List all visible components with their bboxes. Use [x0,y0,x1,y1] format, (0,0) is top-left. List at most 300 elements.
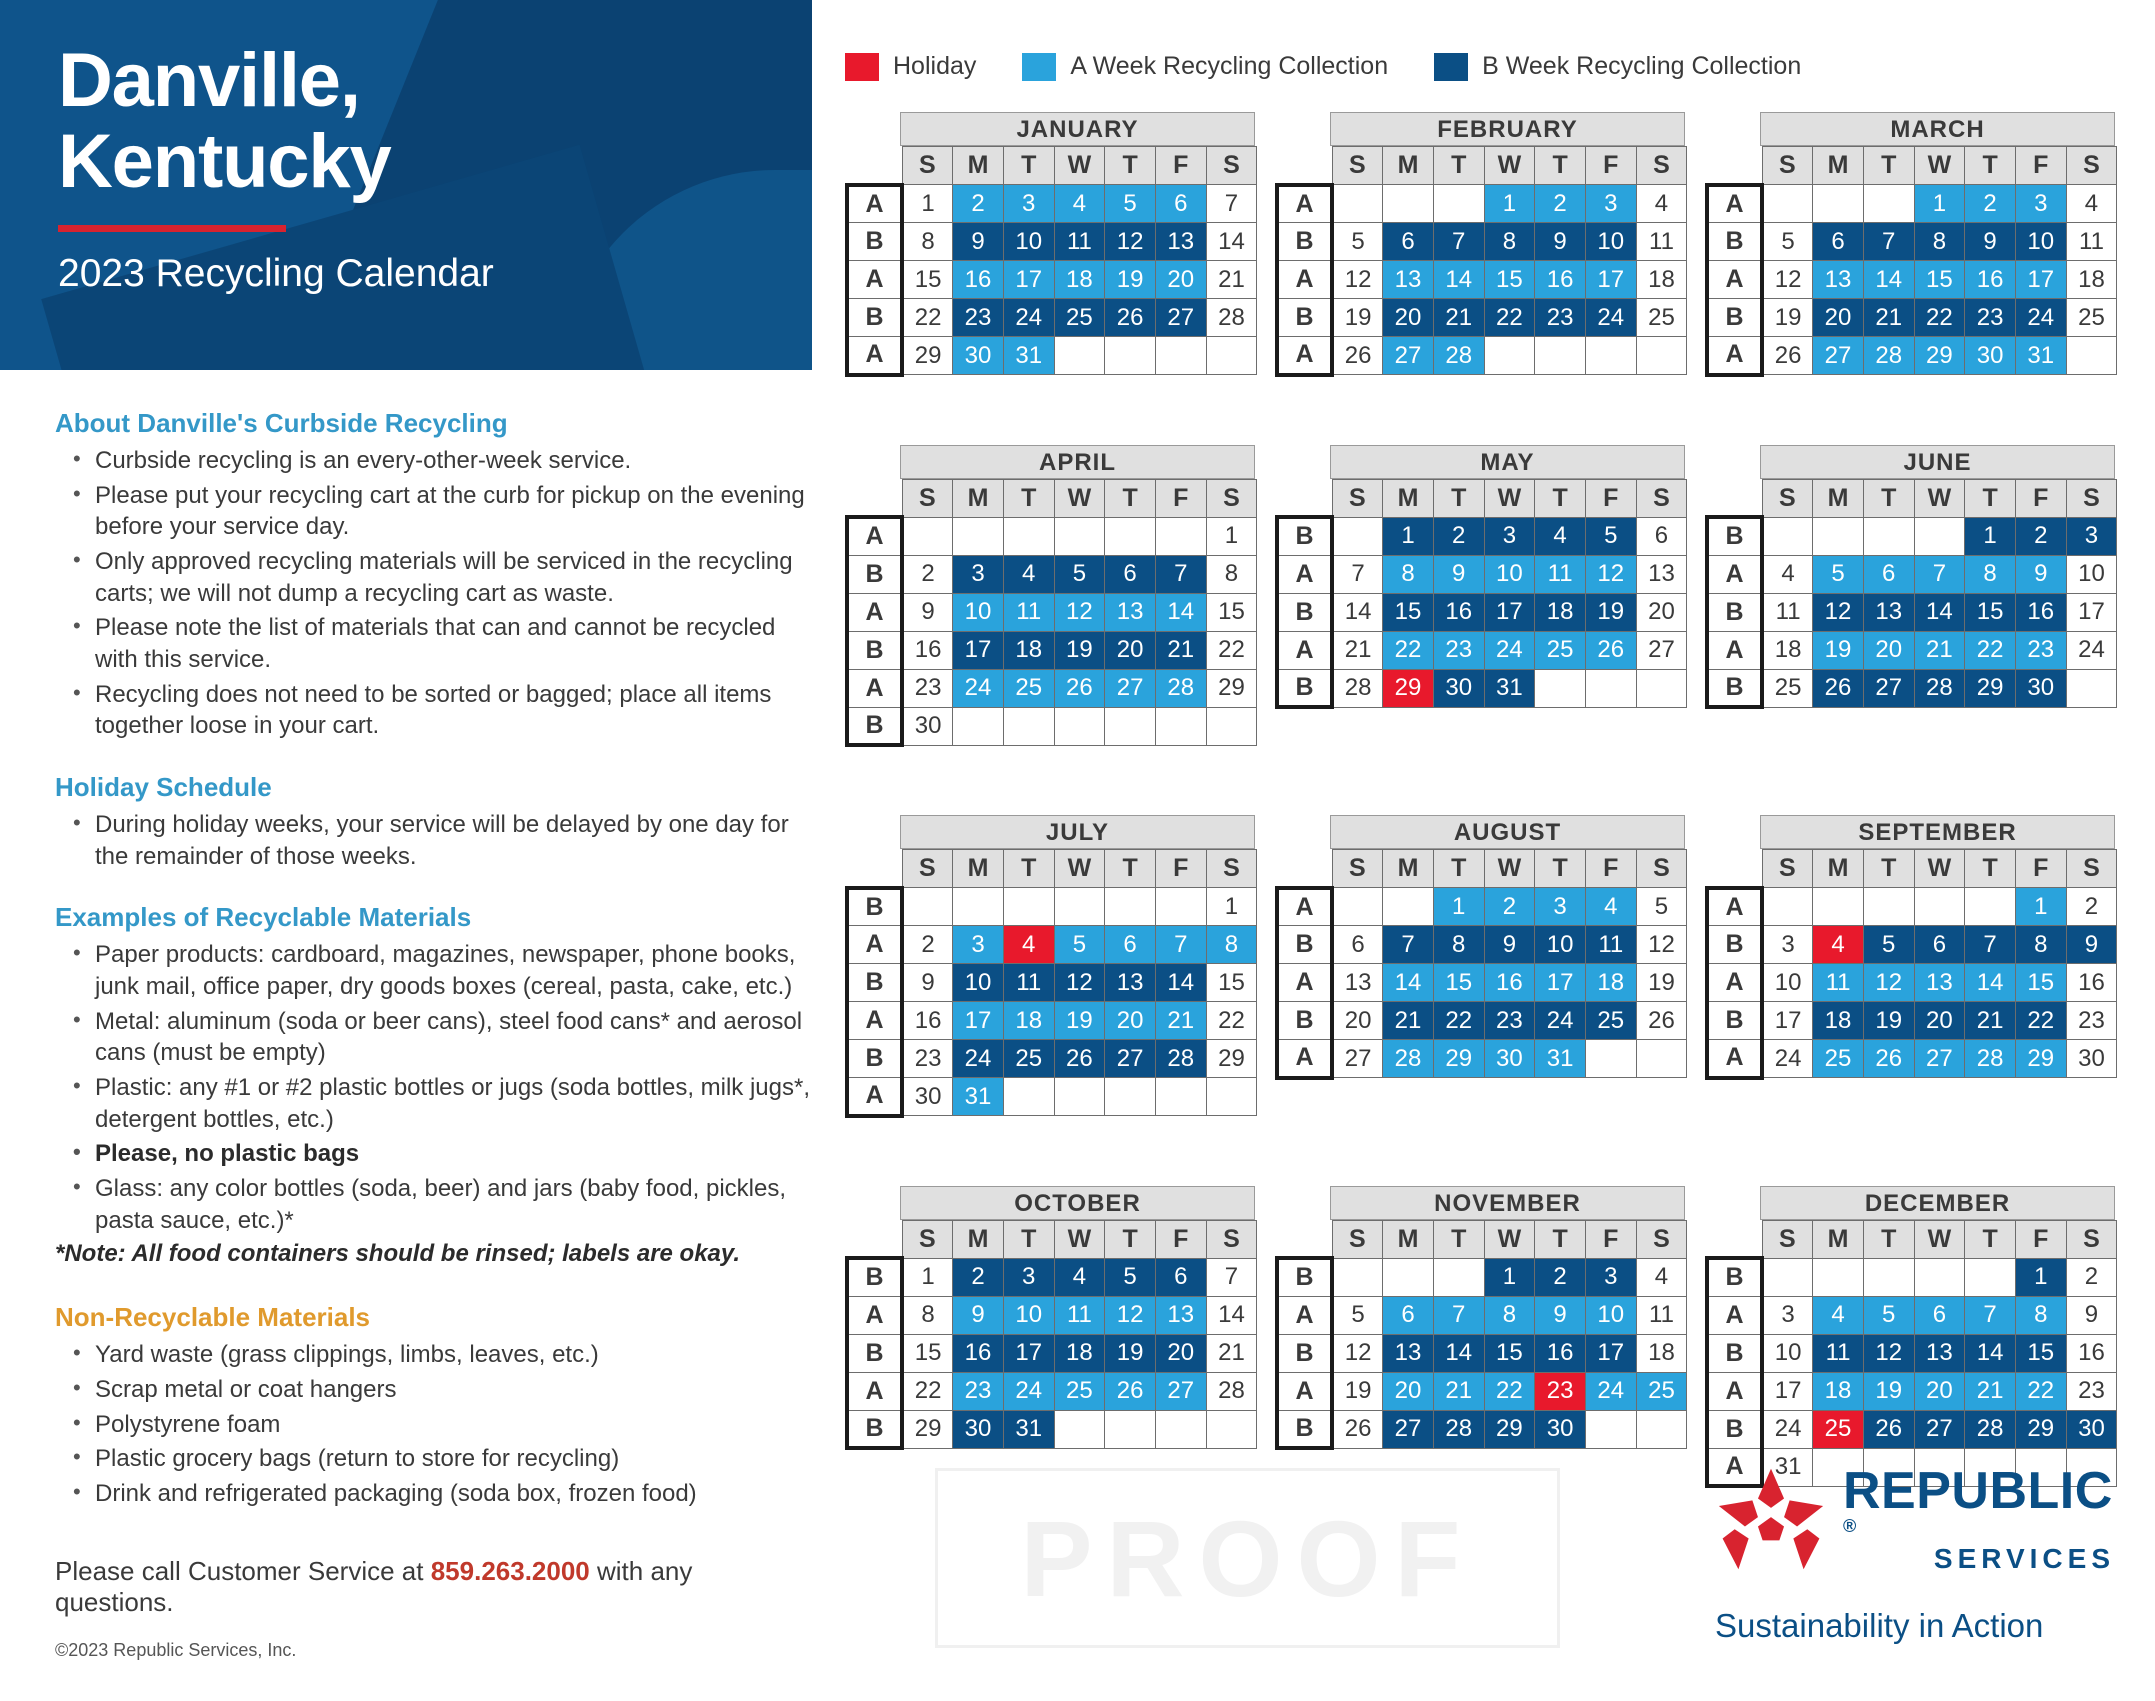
day-cell-b-week: 26 [1813,669,1864,707]
day-cell-empty [1054,517,1105,555]
dow-header: T [1433,1220,1484,1258]
day-cell-a-week: 29 [2015,1040,2066,1078]
table-row [1277,888,1687,926]
dow-header: S [1332,147,1383,185]
day-cell-a-week: 21 [1965,1372,2016,1410]
day-cell-b-week: 15 [1965,593,2016,631]
day-cell-holiday: 4 [1003,926,1054,964]
day-cell-b-week: 22 [1914,299,1965,337]
day-cell-b-week: 18 [1003,631,1054,669]
table-row [1277,185,1687,223]
day-cell-empty [1105,1410,1156,1448]
day-cell-b-week: 18 [1813,1002,1864,1040]
day-cell: 11 [1762,593,1813,631]
day-cell: 26 [1332,337,1383,375]
day-cell-a-week: 16 [1535,261,1586,299]
table-row [1277,299,1687,337]
week-label: A [847,593,902,631]
dow-header: T [1965,479,2016,517]
day-cell-a-week: 20 [1383,1372,1434,1410]
month-table [845,849,1257,1118]
day-cell-b-week: 16 [2015,593,2066,631]
day-cell: 2 [2066,888,2117,926]
day-cell-a-week: 17 [1585,261,1636,299]
day-cell-b-week: 19 [1585,593,1636,631]
day-cell: 14 [1206,1296,1257,1334]
list-item: • Paper products: cardboard, magazines, newspaper, phone books, junk mail, office paper, dry goods boxes (cereal, pasta, cake, etc.) [55,939,815,1002]
day-cell: 17 [2066,593,2117,631]
dow-header: T [1433,147,1484,185]
day-cell-empty [1863,517,1914,555]
proof-watermark-text: PROOF [1020,1497,1475,1619]
day-cell-b-week: 8 [1433,926,1484,964]
day-cell-a-week: 1 [1914,185,1965,223]
day-cell-b-week: 30 [953,1410,1004,1448]
day-cell: 1 [902,1258,953,1296]
week-label: B [1707,299,1762,337]
day-cell: 10 [1762,1334,1813,1372]
day-cell-a-week: 4 [1813,1296,1864,1334]
week-label: B [1707,1334,1762,1372]
day-cell-a-week: 26 [1585,631,1636,669]
dow-header: S [1332,479,1383,517]
day-cell-b-week: 24 [1003,299,1054,337]
day-cell-a-week: 13 [1813,261,1864,299]
section-heading-about: About Danville's Curbside Recycling [55,408,508,438]
day-cell: 30 [902,707,953,745]
day-cell-empty [1332,888,1383,926]
day-cell-b-week: 8 [1914,223,1965,261]
table-row [1277,517,1687,555]
day-cell-b-week: 14 [1914,593,1965,631]
day-cell: 5 [1332,223,1383,261]
day-cell: 8 [902,1296,953,1334]
day-cell-b-week: 20 [1914,1002,1965,1040]
day-cell: 26 [1636,1002,1687,1040]
dow-header: W [1484,850,1535,888]
table-row [1707,669,2117,707]
day-cell-empty [1585,1040,1636,1078]
day-cell: 5 [1636,888,1687,926]
day-cell: 17 [1762,1372,1813,1410]
week-label: B [1707,926,1762,964]
table-row [1707,185,2117,223]
customer-service-phone[interactable]: 859.263.2000 [430,1555,590,1586]
info-sections [55,408,815,1510]
day-cell-b-week: 26 [1105,299,1156,337]
day-cell-a-week: 13 [1914,964,1965,1002]
day-cell-a-week: 12 [1105,1296,1156,1334]
day-cell: 15 [1206,593,1257,631]
section-heading-holiday: Holiday Schedule [55,772,272,803]
day-cell-empty [1206,1078,1257,1116]
dow-header: W [1054,479,1105,517]
month-title: FEBRUARY [1330,112,1685,146]
week-label: B [1277,223,1332,261]
week-label: B [1277,299,1332,337]
day-cell-b-week: 13 [1155,223,1206,261]
day-cell-b-week: 19 [1105,1334,1156,1372]
day-cell-a-week: 3 [2015,185,2066,223]
day-cell-a-week: 2 [1965,185,2016,223]
day-cell: 11 [2066,223,2117,261]
day-cell-a-week: 15 [1914,261,1965,299]
dow-header: M [953,479,1004,517]
day-cell: 15 [1206,964,1257,1002]
day-cell-empty [2066,337,2117,375]
day-cell-b-week: 4 [1054,1258,1105,1296]
day-cell-b-week: 30 [2066,1410,2117,1448]
day-cell-b-week: 27 [1383,1410,1434,1448]
day-cell-b-week: 28 [1433,1410,1484,1448]
list-item: • Glass: any color bottles (soda, beer) and jars (baby food, pickles, pasta sauce, etc.)* [55,1173,815,1236]
week-label: B [847,631,902,669]
day-cell-b-week: 19 [1054,631,1105,669]
dow-header: S [1762,479,1813,517]
day-cell-b-week: 8 [1484,223,1535,261]
week-label: A [1277,964,1332,1002]
day-cell: 24 [1762,1040,1813,1078]
day-cell-b-week: 18 [1535,593,1586,631]
table-row [847,631,1257,669]
dow-header: T [1105,147,1156,185]
day-cell: 8 [1206,555,1257,593]
day-cell-a-week: 6 [1863,555,1914,593]
day-cell-b-week: 3 [2066,517,2117,555]
week-label: B [1277,669,1332,707]
page-subtitle: 2023 Recycling Calendar [58,251,494,295]
month-august [1275,815,1685,1118]
dow-header: S [1762,1220,1813,1258]
day-cell-empty [902,517,953,555]
day-cell-empty [1535,669,1586,707]
day-cell: 19 [1332,299,1383,337]
dow-header: F [1585,850,1636,888]
day-cell: 19 [1332,1372,1383,1410]
day-cell-a-week: 25 [1054,1372,1105,1410]
day-cell-a-week: 21 [1433,1372,1484,1410]
day-cell-a-week: 11 [1813,964,1864,1002]
month-february [1275,112,1685,377]
day-cell-empty [1054,337,1105,375]
table-row [1707,337,2117,375]
dow-header: S [1636,147,1687,185]
dow-header: F [1155,850,1206,888]
day-cell-b-week: 5 [1585,517,1636,555]
dow-header: T [1863,850,1914,888]
table-row [1707,593,2117,631]
day-cell-b-week: 9 [2066,926,2117,964]
month-table [1705,849,2117,1080]
day-cell-b-week: 6 [1813,223,1864,261]
day-cell-a-week: 25 [1813,1040,1864,1078]
list-item: • Yard waste (grass clippings, limbs, leaves, etc.) [55,1339,815,1371]
dow-header: F [1155,1220,1206,1258]
table-row [847,1002,1257,1040]
week-label: A [847,185,902,223]
list-item: • Recycling does not need to be sorted or bagged; place all items together loose in your cart. [55,679,815,742]
day-cell-a-week: 19 [1054,1002,1105,1040]
day-cell: 22 [902,299,953,337]
day-cell-a-week: 14 [1155,593,1206,631]
month-table [1275,1220,1687,1451]
day-cell-a-week: 13 [1155,1296,1206,1334]
list-item: • Please, no plastic bags [55,1138,815,1170]
day-cell-a-week: 18 [1003,1002,1054,1040]
day-cell-empty [1332,517,1383,555]
day-cell: 6 [1332,926,1383,964]
day-cell-a-week: 26 [1863,1040,1914,1078]
proof-watermark [935,1468,1560,1648]
day-cell-b-week: 21 [1383,1002,1434,1040]
table-row [847,1040,1257,1078]
day-cell: 28 [1332,669,1383,707]
day-cell-a-week: 20 [1863,631,1914,669]
week-label: A [847,517,902,555]
dow-header: S [1636,1220,1687,1258]
week-label: A [1277,1040,1332,1078]
dow-header: T [1105,850,1156,888]
day-cell-b-week: 3 [1585,1258,1636,1296]
day-cell-empty [1206,707,1257,745]
day-cell-b-week: 2 [2015,517,2066,555]
day-cell-a-week: 8 [1484,1296,1535,1334]
month-title: JULY [900,815,1255,849]
day-cell-b-week: 9 [1965,223,2016,261]
logo-tagline: Sustainability in Action [1715,1607,2044,1644]
table-row [847,888,1257,926]
day-cell-b-week: 4 [1003,555,1054,593]
month-table [1705,479,2117,710]
day-cell-empty [1762,517,1813,555]
week-label: A [1707,888,1762,926]
day-cell: 17 [1762,1002,1813,1040]
day-cell: 20 [1332,1002,1383,1040]
day-cell: 22 [1206,1002,1257,1040]
day-cell-a-week: 15 [2015,964,2066,1002]
table-corner [1707,850,1762,888]
day-cell: 21 [1206,261,1257,299]
day-cell-b-week: 9 [1484,926,1535,964]
legend-item-holiday [845,52,976,81]
day-cell-b-week: 10 [1535,926,1586,964]
day-cell-b-week: 9 [953,223,1004,261]
day-cell: 21 [1206,1334,1257,1372]
month-title: APRIL [900,445,1255,479]
table-row [1277,1334,1687,1372]
day-cell-empty [1535,337,1586,375]
day-cell-a-week: 1 [1484,185,1535,223]
day-cell-b-week: 6 [1383,223,1434,261]
section-note-recyclable: *Note: All food containers should be rinsed; labels are okay. [55,1240,741,1268]
day-cell-a-week: 10 [1484,555,1535,593]
day-cell-b-week: 27 [1155,299,1206,337]
day-cell-a-week: 12 [1863,964,1914,1002]
week-label: A [847,926,902,964]
dow-header: S [2066,850,2117,888]
day-cell-b-week: 6 [1155,1258,1206,1296]
day-cell: 31 [1762,1448,1813,1486]
day-cell-a-week: 7 [1965,1296,2016,1334]
legend-item-b-week [1434,52,1801,81]
table-corner [1277,1220,1332,1258]
day-cell-b-week: 12 [1863,1334,1914,1372]
day-cell: 9 [2066,1296,2117,1334]
week-label: B [847,964,902,1002]
day-cell-b-week: 25 [1054,299,1105,337]
day-cell-a-week: 20 [1155,261,1206,299]
day-cell-a-week: 17 [953,1002,1004,1040]
table-row [847,517,1257,555]
day-cell-a-week: 31 [953,1078,1004,1116]
day-cell-a-week: 16 [1965,261,2016,299]
day-cell-a-week: 5 [1813,555,1864,593]
day-cell-a-week: 31 [1535,1040,1586,1078]
dow-header: T [1965,1220,2016,1258]
list-item: • Please note the list of materials that can and cannot be recycled with this service. [55,612,815,675]
table-row [1277,1372,1687,1410]
day-cell-b-week: 10 [2015,223,2066,261]
table-row [1707,555,2117,593]
day-cell-a-week: 16 [953,261,1004,299]
day-cell-a-week: 25 [1636,1372,1687,1410]
day-cell: 22 [1206,631,1257,669]
day-cell: 8 [902,223,953,261]
day-cell-b-week: 15 [1383,593,1434,631]
week-label: A [1707,631,1762,669]
day-cell-a-week: 6 [1155,185,1206,223]
day-cell: 15 [902,261,953,299]
table-row [1277,555,1687,593]
day-cell-b-week: 13 [1383,1334,1434,1372]
list-item: • Metal: aluminum (soda or beer cans), steel food cans* and aerosol cans (must be empty) [55,1006,815,1069]
dow-header: T [1965,850,2016,888]
day-cell-a-week: 11 [1054,1296,1105,1334]
customer-service-line [55,1556,815,1618]
day-cell-b-week: 16 [1535,1334,1586,1372]
republic-star-icon [1715,1465,1827,1573]
dow-header: F [2015,147,2066,185]
dow-header: W [1484,479,1535,517]
day-cell-a-week: 1 [2015,888,2066,926]
day-cell-empty [1813,888,1864,926]
week-label: B [1707,1258,1762,1296]
day-cell-b-week: 21 [1155,631,1206,669]
table-row [1277,631,1687,669]
list-item: • Plastic grocery bags (return to store for recycling) [55,1443,815,1475]
week-label: A [1707,1296,1762,1334]
dow-header: S [1636,479,1687,517]
dow-header: T [1535,1220,1586,1258]
list-item: • Only approved recycling materials will be serviced in the recycling carts; we will not dump a recycling cart as waste. [55,546,815,609]
day-cell: 23 [902,669,953,707]
dow-header: T [1863,147,1914,185]
week-label: A [847,1296,902,1334]
dow-header: S [1332,850,1383,888]
table-row [847,223,1257,261]
day-cell-a-week: 2 [953,185,1004,223]
month-title: DECEMBER [1760,1186,2115,1220]
week-label: A [847,1078,902,1116]
day-cell: 13 [1636,555,1687,593]
table-row [847,299,1257,337]
dow-header: M [953,850,1004,888]
day-cell-b-week: 3 [1003,1258,1054,1296]
day-cell: 11 [1636,223,1687,261]
day-cell-a-week: 4 [1054,185,1105,223]
day-cell: 19 [1762,299,1813,337]
day-cell-empty [1155,517,1206,555]
day-cell-b-week: 16 [953,1334,1004,1372]
day-cell-a-week: 12 [1585,555,1636,593]
day-cell-b-week: 3 [1484,517,1535,555]
month-table [1275,849,1687,1080]
dow-header: T [1863,1220,1914,1258]
dow-header: W [1054,850,1105,888]
week-label: B [1277,1002,1332,1040]
day-cell-b-week: 2 [1535,1258,1586,1296]
day-cell-empty [953,888,1004,926]
day-cell: 28 [1206,299,1257,337]
week-label: A [847,669,902,707]
day-cell-b-week: 24 [2015,299,2066,337]
week-label: B [1707,517,1762,555]
week-label: B [847,707,902,745]
dow-header: W [1484,147,1535,185]
day-cell: 29 [902,1410,953,1448]
day-cell-empty [953,517,1004,555]
day-cell-b-week: 21 [1863,299,1914,337]
day-cell-b-week: 11 [1585,926,1636,964]
table-row [1707,1334,2117,1372]
day-cell: 21 [1332,631,1383,669]
day-cell: 24 [1762,1410,1813,1448]
month-table [1705,1220,2117,1489]
day-cell-a-week: 27 [1813,337,1864,375]
day-cell-b-week: 1 [1965,517,2016,555]
table-corner [1277,147,1332,185]
day-cell-b-week: 15 [2015,1334,2066,1372]
day-cell-a-week: 29 [1433,1040,1484,1078]
day-cell-a-week: 2 [1535,185,1586,223]
day-cell-b-week: 17 [953,631,1004,669]
day-cell-a-week: 24 [1585,1372,1636,1410]
day-cell-a-week: 4 [1585,888,1636,926]
day-cell-b-week: 12 [1813,593,1864,631]
dow-header: F [1155,479,1206,517]
day-cell-b-week: 23 [953,299,1004,337]
day-cell: 29 [902,337,953,375]
day-cell-b-week: 31 [1003,1410,1054,1448]
day-cell-a-week: 27 [1914,1040,1965,1078]
day-cell-b-week: 10 [1003,223,1054,261]
day-cell: 6 [1636,517,1687,555]
b-week-swatch-icon [1434,53,1468,81]
day-cell-b-week: 2 [1433,517,1484,555]
table-row [1277,261,1687,299]
day-cell-a-week: 6 [1914,1296,1965,1334]
day-cell-a-week: 6 [1105,926,1156,964]
week-label: B [1277,593,1332,631]
list-item: • Curbside recycling is an every-other-week service. [55,445,815,477]
day-cell: 30 [902,1078,953,1116]
dow-header: M [1383,479,1434,517]
day-cell-a-week: 29 [1914,337,1965,375]
table-row [1707,631,2117,669]
day-cell: 2 [2066,1258,2117,1296]
day-cell-b-week: 6 [1914,926,1965,964]
table-row [1277,964,1687,1002]
